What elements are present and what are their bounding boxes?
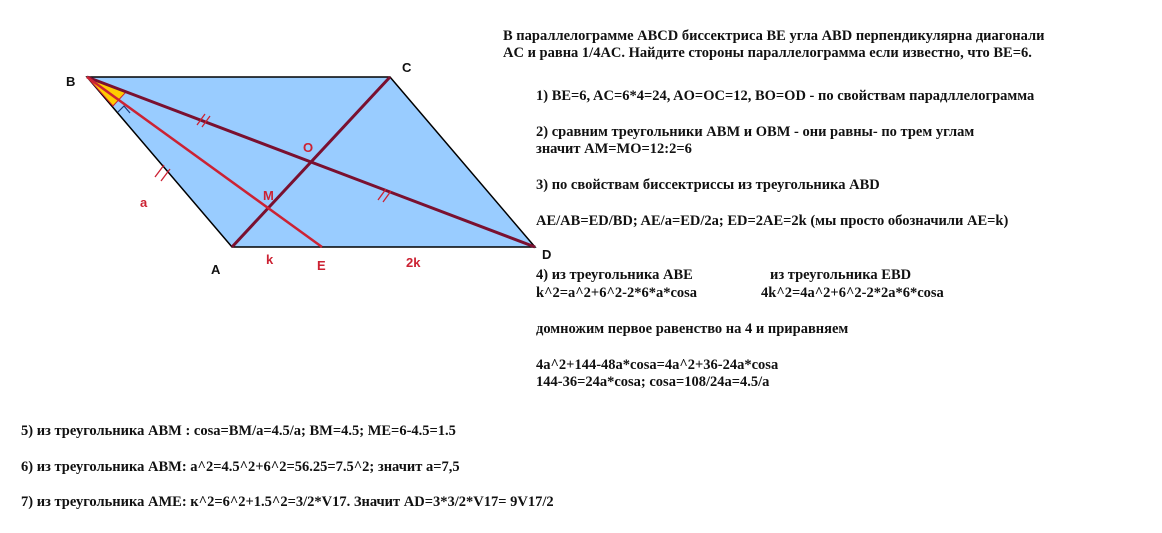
- step-3b: AE/AB=ED/BD; AE/a=ED/2a; ED=2AE=2k (мы просто обозначили AE=k): [536, 213, 1009, 229]
- label-o: O: [303, 140, 314, 155]
- step-4c: домножим первое равенство на 4 и приравняем: [536, 321, 849, 337]
- label-side-a: a: [140, 195, 148, 210]
- label-e: E: [317, 258, 326, 273]
- step-4a-right: из треугольника EBD: [770, 267, 912, 283]
- step-1: 1) BE=6, AC=6*4=24, AO=OC=12, BO=OD - по свойствам парадллелограмма: [536, 88, 1035, 104]
- label-m: M: [263, 188, 274, 203]
- parallelogram-diagram: [0, 0, 580, 290]
- label-k: k: [266, 252, 274, 267]
- label-a: A: [211, 262, 221, 277]
- step-6: 6) из треугольника ABM: a^2=4.5^2+6^2=56.25=7.5^2; значит a=7,5: [21, 459, 460, 475]
- step-3a: 3) по свойствам биссектриссы из треугольника ABD: [536, 177, 880, 193]
- step-4b-left: k^2=a^2+6^2-2*6*a*cosa: [536, 285, 698, 301]
- label-d: D: [542, 247, 552, 262]
- step-4b-right: 4k^2=4a^2+6^2-2*2a*6*cosa: [761, 285, 944, 301]
- problem-line-2: AC и равна 1/4AC. Найдите стороны параллелограмма если известно, что BE=6.: [503, 45, 1032, 61]
- step-7: 7) из треугольника AME: к^2=6^2+1.5^2=3/2*V17. Значит AD=3*3/2*V17= 9V17/2: [21, 494, 554, 510]
- step-2b: значит AM=MO=12:2=6: [536, 141, 692, 157]
- step-5: 5) из треугольника ABM : cosa=BM/a=4.5/a; BM=4.5; ME=6-4.5=1.5: [21, 423, 456, 439]
- label-b: B: [66, 74, 76, 89]
- step-4e: 144-36=24a*cosa; cosa=108/24a=4.5/a: [536, 374, 770, 390]
- label-c: C: [402, 60, 412, 75]
- step-4d: 4a^2+144-48a*cosa=4a^2+36-24a*cosa: [536, 357, 779, 373]
- step-4a-left: 4) из треугольника ABE: [536, 267, 693, 283]
- label-2k: 2k: [406, 255, 421, 270]
- problem-line-1: В параллелограмме ABCD биссектриса BE угла ABD перпендикулярна диагонали: [503, 28, 1045, 44]
- step-2a: 2) сравним треугольники ABM и OBM - они равны- по трем углам: [536, 124, 975, 140]
